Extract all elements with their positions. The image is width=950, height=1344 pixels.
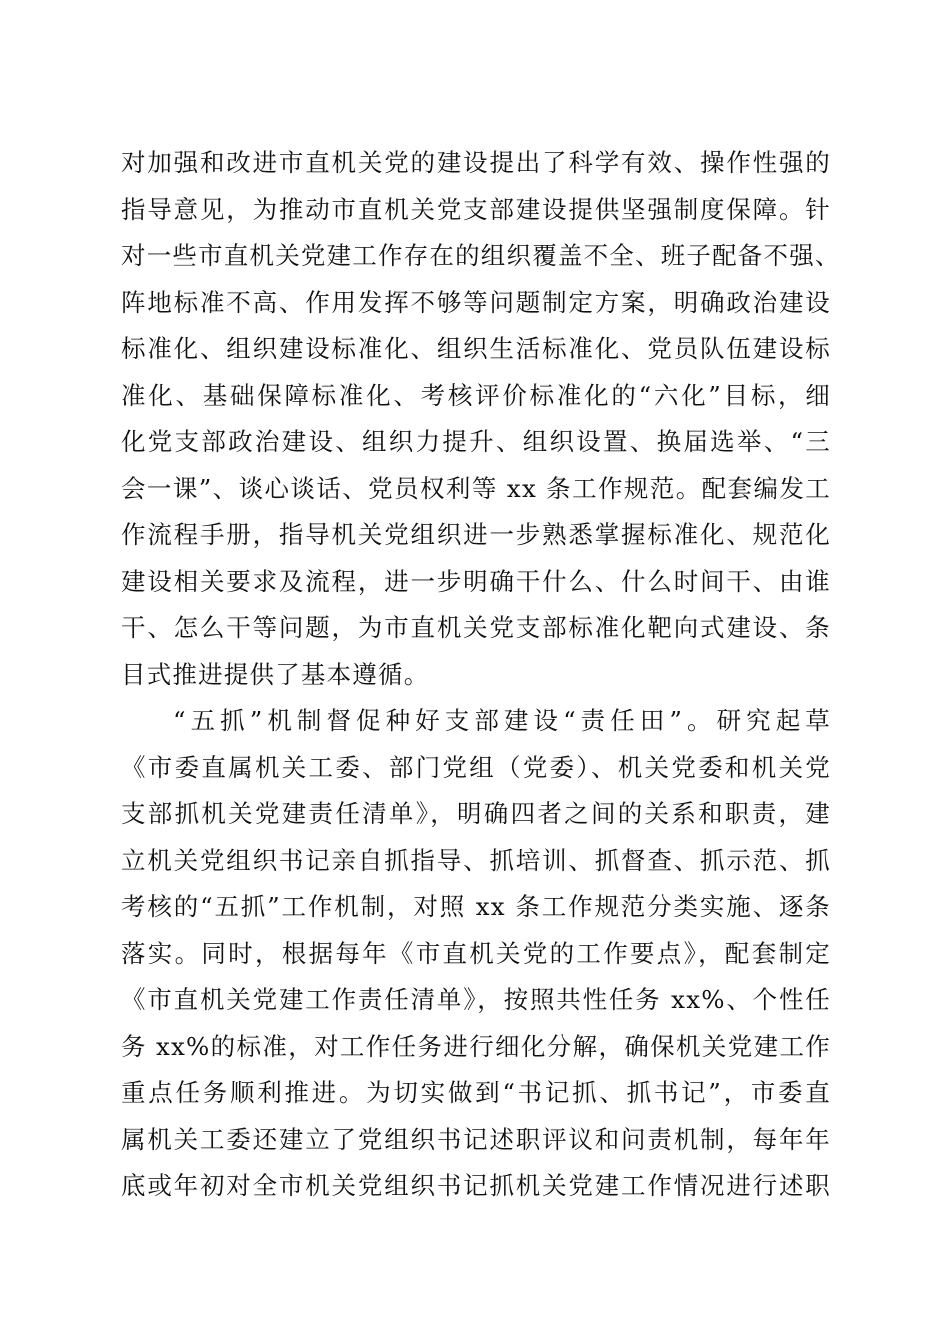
paragraph-2 <box>121 698 831 1210</box>
text-line: 重点任务顺利推进。为切实做到“书记抓、抓书记”，市委直 <box>121 1078 831 1107</box>
text-line: 目式推进提供了基本遵循。 <box>121 659 430 689</box>
text-line: 准化、基础保障标准化、考核评价标准化的“六化”目标，细 <box>121 380 831 410</box>
text-line-first: “五抓”机制督促种好支部建设“责任田”。研究起草 <box>173 706 831 735</box>
text-line: 支部抓机关党建责任清单》，明确四者之间的关系和职责，建 <box>121 799 831 828</box>
text-line: 作流程手册，指导机关党组织进一步熟悉掌握标准化、规范化 <box>121 520 831 549</box>
text-line: 干、怎么干等问题，为市直机关党支部标准化靶向式建设、条 <box>121 613 831 642</box>
text-line: 落实。同时，根据每年《市直机关党的工作要点》，配套制定 <box>121 938 831 968</box>
paragraph-1 <box>121 140 841 698</box>
text-line: 阵地标准不高、作用发挥不够等问题制定方案，明确政治建设 <box>121 287 831 317</box>
text-line: 对加强和改进市直机关党的建设提出了科学有效、操作性强的 <box>121 148 831 177</box>
text-line: 标准化、组织建设标准化、组织生活标准化、党员队伍建设标 <box>121 334 831 363</box>
text-line: 对一些市直机关党建工作存在的组织覆盖不全、班子配备不强、 <box>121 241 841 270</box>
text-line: 会一课”、谈心谈话、党员权利等 xx 条工作规范。配套编发工 <box>121 473 831 503</box>
text-line: 《市委直属机关工委、部门党组（党委）、机关党委和机关党 <box>121 752 831 782</box>
text-line: 考核的“五抓”工作机制，对照 xx 条工作规范分类实施、逐条 <box>121 892 831 921</box>
text-line: 指导意见，为推动市直机关党支部建设提供坚强制度保障。针 <box>121 194 831 224</box>
text-line: 底或年初对全市机关党组织书记抓机关党建工作情况进行述职 <box>121 1171 831 1200</box>
text-line: 《市直机关党建工作责任清单》，按照共性任务 xx%、个性任 <box>121 985 831 1014</box>
text-line: 属机关工委还建立了党组织书记述职评议和问责机制，每年年 <box>121 1124 831 1154</box>
text-line: 建设相关要求及流程，进一步明确干什么、什么时间干、由谁 <box>121 566 831 596</box>
text-line: 化党支部政治建设、组织力提升、组织设置、换届选举、“三 <box>121 427 831 456</box>
text-line: 务 xx%的标准，对工作任务进行细化分解，确保机关党建工作 <box>121 1031 831 1061</box>
text-line: 立机关党组织书记亲自抓指导、抓培训、抓督查、抓示范、抓 <box>121 845 831 875</box>
body-text <box>121 140 841 1210</box>
